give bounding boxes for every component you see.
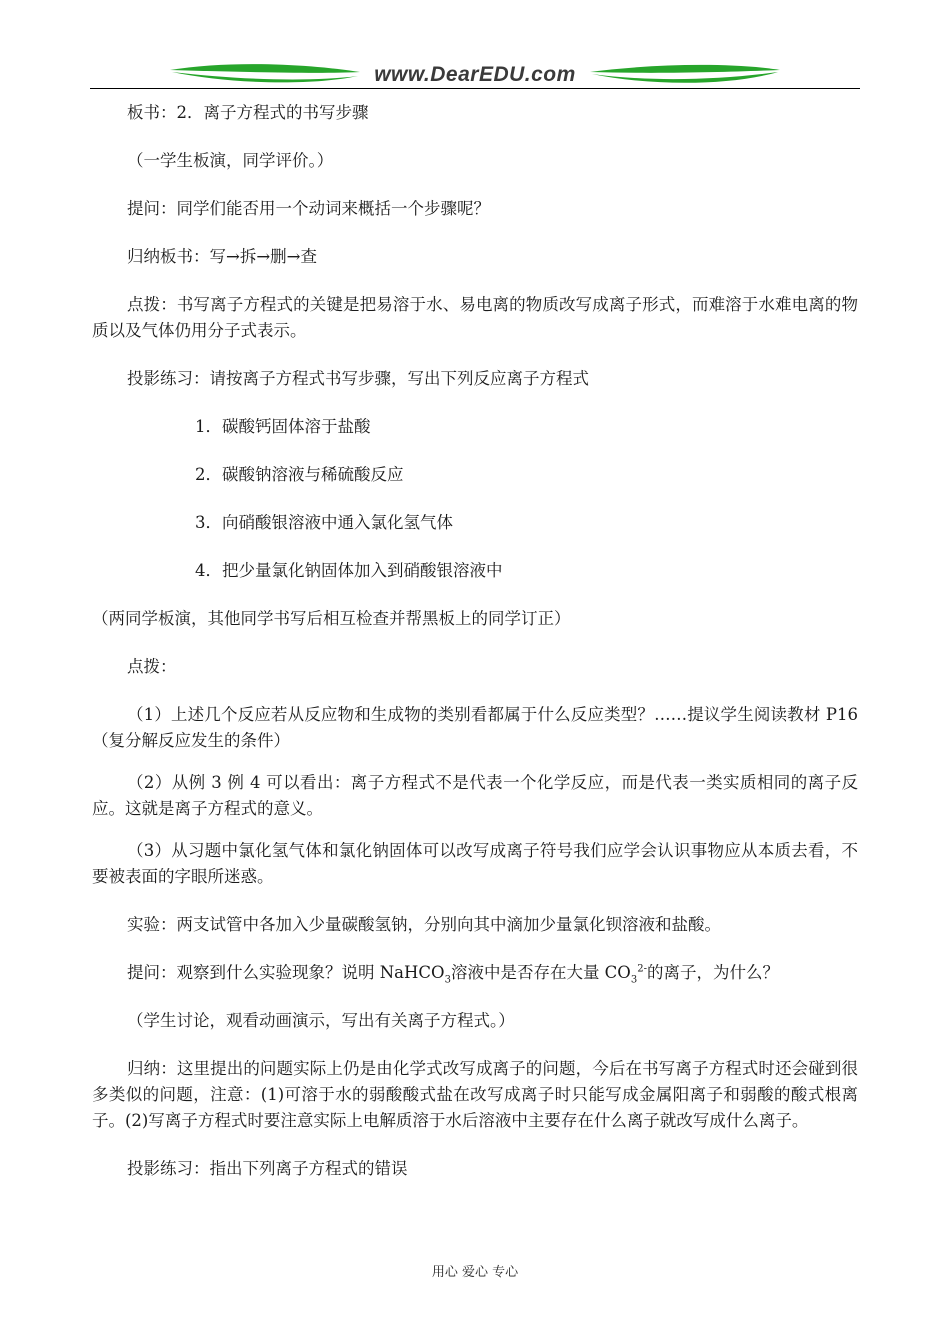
subscript: 3	[444, 974, 451, 986]
paragraph: 实验：两支试管中各加入少量碳酸氢钠，分别向其中滴加少量氯化钡溶液和盐酸。	[127, 915, 721, 934]
exercise-item: 1．碳酸钙固体溶于盐酸	[195, 417, 371, 436]
paragraph: （一学生板演，同学评价。）	[127, 151, 334, 170]
exercise-item: 4．把少量氯化钠固体加入到硝酸银溶液中	[195, 561, 503, 580]
question-text: 溶液中是否存在大量 CO	[450, 963, 631, 982]
paragraph: 归纳板书：写→拆→删→查	[127, 247, 317, 266]
site-logo-text: www.DearEDU.com	[374, 63, 576, 86]
question-paragraph	[92, 960, 858, 986]
header-banner	[90, 58, 860, 90]
exercise-item: 2．碳酸钠溶液与稀硫酸反应	[195, 465, 404, 484]
paragraph: （两同学板演，其他同学书写后相互检查并帮黑板上的同学订正）	[92, 609, 571, 628]
page-footer: 用心 爱心 专心	[431, 1265, 519, 1280]
question-text: 提问：观察到什么实验现象？说明 NaHCO	[127, 963, 445, 982]
paragraph: （3）从习题中氯化氢气体和氯化钠固体可以改写成离子符号我们应学会认识事物应从本质去看，不要被表面的字眼所迷惑。	[92, 841, 858, 886]
paragraph: （1）上述几个反应若从反应物和生成物的类别看都属于什么反应类型？……提议学生阅读教材 P16（复分解反应发生的条件）	[92, 705, 858, 750]
superscript: 2-	[637, 963, 647, 975]
header-divider	[90, 88, 860, 89]
subscript: 3	[630, 974, 638, 986]
board-title: 板书：2．离子方程式的书写步骤	[127, 103, 369, 122]
question-text: 的离子，为什么？	[646, 963, 779, 982]
paragraph: 投影练习：请按离子方程式书写步骤，写出下列反应离子方程式	[127, 369, 589, 388]
paragraph: （2）从例 3 例 4 可以看出：离子方程式不是代表一个化学反应，而是代表一类实质相同的离子反应。这就是离子方程式的意义。	[92, 773, 858, 818]
paragraph: 点拨：	[127, 657, 177, 676]
paragraph: 归纳：这里提出的问题实际上仍是由化学式改写成离子的问题，今后在书写离子方程式时还会碰到很多类似的问题，注意：(1)可溶于水的弱酸酸式盐在改写成离子时只能写成金属阳离子和弱酸的酸式根离子。(2)写离子方程式时要注意实际上电解质溶于水后溶液中主要存在什么离子就改写成什么离子。	[92, 1059, 858, 1130]
document-body	[92, 100, 858, 1182]
exercise-item: 3．向硝酸银溶液中通入氯化氢气体	[195, 513, 453, 532]
paragraph: 投影练习：指出下列离子方程式的错误	[127, 1159, 408, 1178]
paragraph: 点拨：书写离子方程式的关键是把易溶于水、易电离的物质改写成离子形式，而难溶于水难电离的物质以及气体仍用分子式表示。	[92, 295, 858, 340]
paragraph: 提问：同学们能否用一个动词来概括一个步骤呢？	[127, 199, 490, 218]
paragraph: （学生讨论，观看动画演示，写出有关离子方程式。）	[127, 1011, 515, 1030]
